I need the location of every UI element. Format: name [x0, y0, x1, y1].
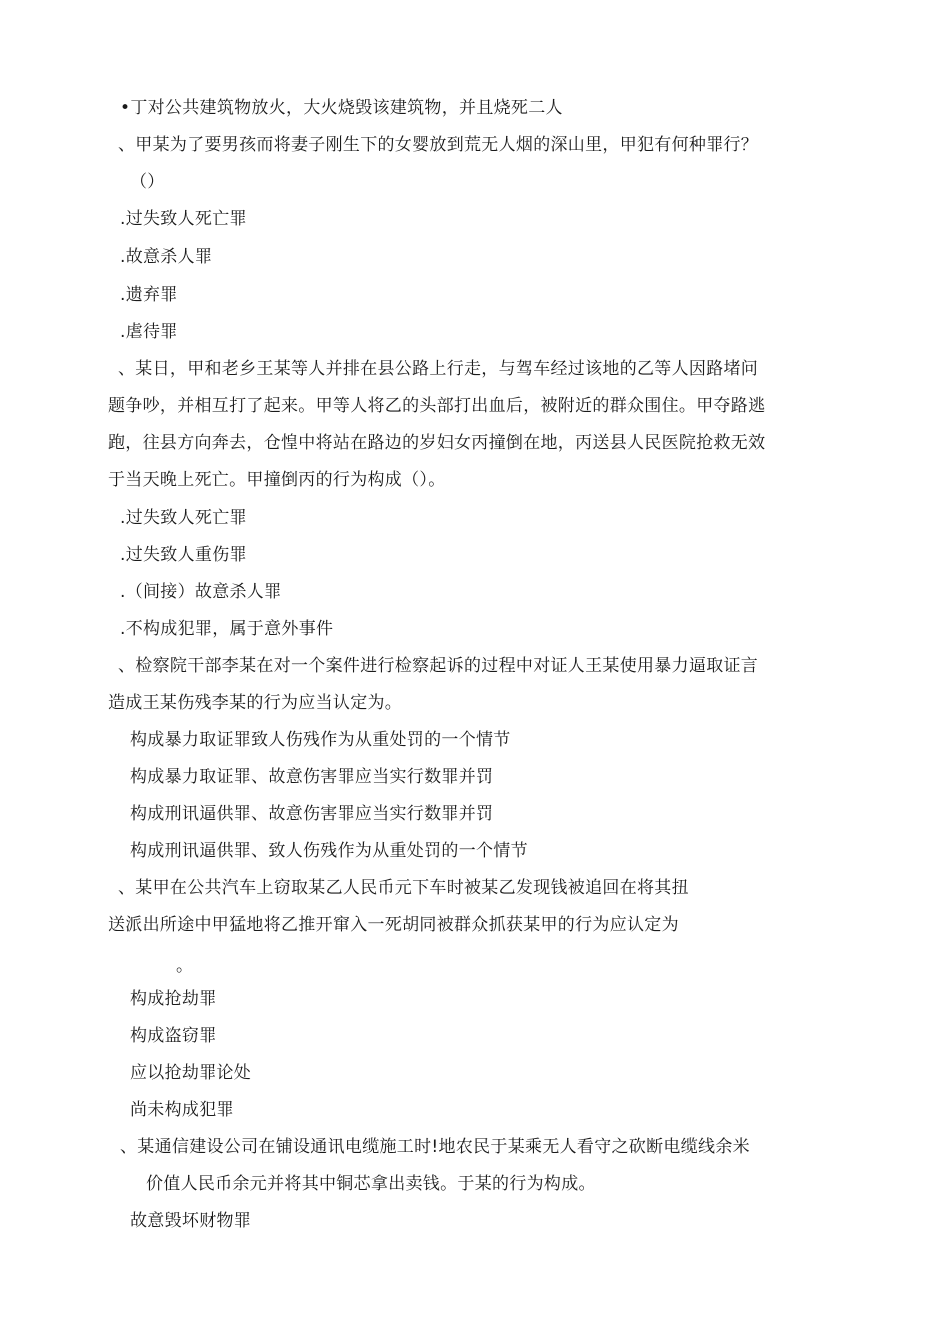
option-line: 构成盗窃罪: [130, 1026, 217, 1046]
option-line: 尚未构成犯罪: [130, 1100, 234, 1120]
option-line: .过失致人死亡罪: [120, 508, 247, 528]
option-line: 构成抢劫罪: [130, 989, 217, 1009]
question-text: 跑，往县方向奔去，仓惶中将站在路边的岁妇女丙撞倒在地，丙送县人民医院抢救无效: [108, 433, 766, 453]
option-line: 应以抢劫罪论处: [130, 1063, 252, 1083]
answer-blank: 。: [176, 956, 194, 976]
option-line: .遗弃罪: [120, 285, 178, 305]
question-text: 题争吵，并相互打了起来。甲等人将乙的头部打出血后，被附近的群众围住。甲夺路逃: [108, 396, 766, 416]
option-line: 构成刑讯逼供罪、故意伤害罪应当实行数罪并罚: [130, 804, 494, 824]
answer-blank: （）: [130, 172, 165, 192]
option-line: .（间接）故意杀人罪: [120, 582, 282, 602]
question-text: 价值人民币余元并将其中铜芯拿出卖钱。于某的行为构成。: [146, 1174, 596, 1194]
text-line: •丁对公共建筑物放火，大火烧毁该建筑物，并且烧死二人: [120, 98, 563, 118]
option-line: 构成暴力取证罪致人伤残作为从重处罚的一个情节: [130, 730, 511, 750]
question-text: 、某甲在公共汽车上窃取某乙人民币元下车时被某乙发现钱被追回在将其扭: [118, 878, 689, 898]
question-text: 送派出所途中甲猛地将乙推开窜入一死胡同被群众抓获某甲的行为应认定为: [108, 915, 679, 935]
option-line: 故意毁坏财物罪: [130, 1211, 252, 1231]
option-line: .故意杀人罪: [120, 247, 213, 267]
question-text: 、甲某为了要男孩而将妻子刚生下的女婴放到荒无人烟的深山里，甲犯有何种罪行？: [118, 135, 759, 155]
option-line: .不构成犯罪，属于意外事件: [120, 619, 334, 639]
option-line: .过失致人死亡罪: [120, 209, 247, 229]
question-text: 造成王某伤残李某的行为应当认定为。: [108, 693, 403, 713]
option-line: .虐待罪: [120, 322, 178, 342]
option-line: 构成暴力取证罪、故意伤害罪应当实行数罪并罚: [130, 767, 494, 787]
question-text: 、某通信建设公司在铺设通讯电缆施工时!地农民于某乘无人看守之砍断电缆线余米: [120, 1137, 750, 1157]
option-line: 构成刑讯逼供罪、致人伤残作为从重处罚的一个情节: [130, 841, 528, 861]
question-text: 、检察院干部李某在对一个案件进行检察起诉的过程中对证人王某使用暴力逼取证言: [118, 656, 759, 676]
option-line: .过失致人重伤罪: [120, 545, 247, 565]
question-text: 于当天晚上死亡。甲撞倒丙的行为构成（）。: [108, 470, 446, 490]
question-text: 、某日，甲和老乡王某等人并排在县公路上行走，与驾车经过该地的乙等人因路堵问: [118, 359, 759, 379]
